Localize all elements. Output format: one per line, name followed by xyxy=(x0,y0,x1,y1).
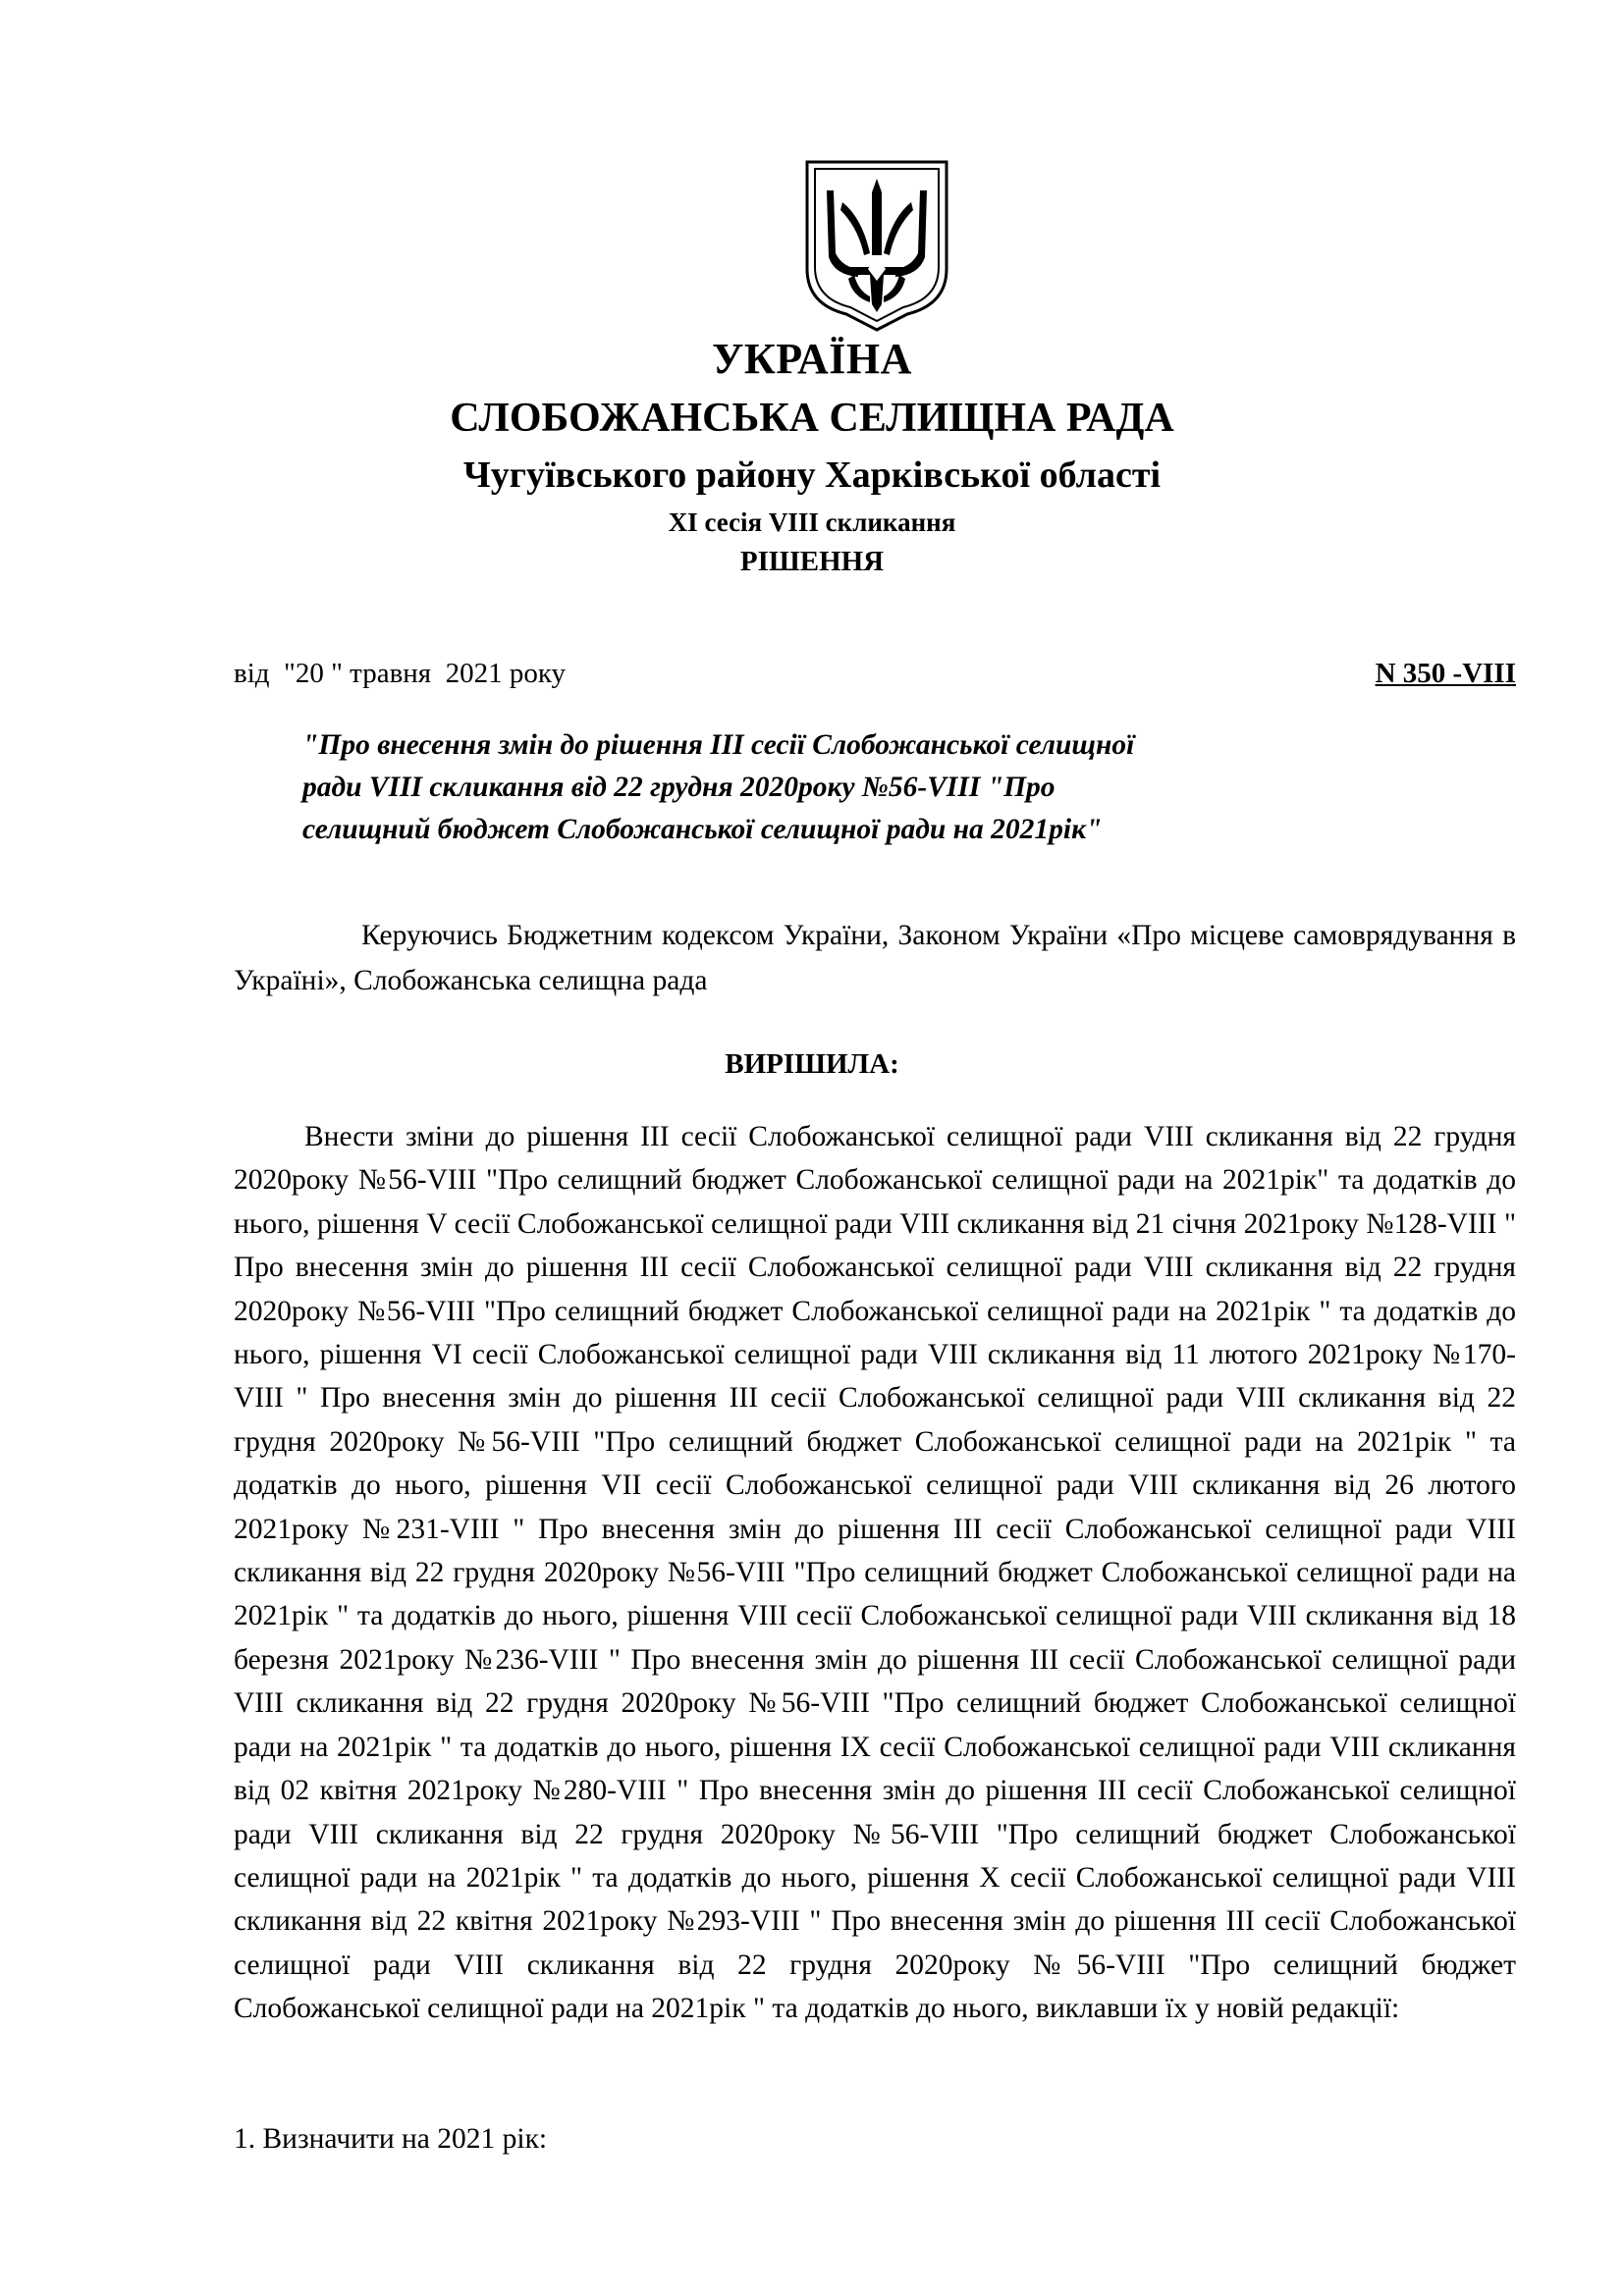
preamble-paragraph: Керуючись Бюджетним кодексом України, Законом України «Про місцеве самоврядування в Україні», Слобожанська селищна рада xyxy=(234,920,1516,996)
district-title: Чугуївського району Харківської області xyxy=(462,454,1162,496)
session-title: ХІ сесія VIII скликання xyxy=(668,507,956,537)
decision-date: від "20 " травня 2021 року xyxy=(234,658,567,689)
dateline xyxy=(234,658,1516,697)
decision-number: N 350 -VIII xyxy=(1375,658,1516,689)
resolved-heading: ВИРІШИЛА: xyxy=(725,1048,899,1080)
list-item: 1. Визначити на 2021 рік: xyxy=(234,2123,548,2155)
body-paragraph: Внести зміни до рішення ІІІ сесії Слобожанської селищної ради VІІІ скликання від 22 грудня 2020року №56-VІІІ "Про селищний бюджет Слобожанської селищної ради на 2021рік" та додатків до нього, рішення V сесії Слобожанської селищної ради VІІІ скликання від 21 січня 2021року №128-VІІІ " Про внесення змін до рішення ІІІ сесії Слобожанської селищної ради VІІІ скликання від 22 грудня 2020року №56-VІІІ "Про селищний бюджет Слобожанської селищної ради на 2021рік " та додатків до нього, рішення VІ сесії Слобожанської селищної ради VІІІ скликання від 11 лютого 2021року №170-VІІІ " Про внесення змін до рішення ІІІ сесії Слобожанської селищної ради VІІІ скликання від 22 грудня 2020року №56-VІІІ "Про селищний бюджет Слобожанської селищної ради на 2021рік " та додатків до нього, рішення VІІ сесії Слобожанської селищної ради VІІІ скликання від 26 лютого 2021року №231-VІІІ " Про внесення змін до рішення ІІІ сесії Слобожанської селищної ради VІІІ скликання від 22 грудня 2020року №56-VІІІ "Про селищний бюджет Слобожанської селищної ради на 2021рік " та додатків до нього, рішення VІІІ сесії Слобожанської селищної ради VІІІ скликання від 18 березня 2021року №236-VІІІ " Про внесення змін до рішення ІІІ сесії Слобожанської селищної ради VІІІ скликання від 22 грудня 2020року №56-VІІІ "Про селищний бюджет Слобожанської селищної ради на 2021рік " та додатків до нього, рішення ІХ сесії Слобожанської селищної ради VІІІ скликання від 02 квітня 2021року №280-VІІІ " Про внесення змін до рішення ІІІ сесії Слобожанської селищної ради VІІІ скликання від 22 грудня 2020року №56-VІІІ "Про селищний бюджет Слобожанської селищної ради на 2021рік " та додатків до нього, рішення Х сесії Слобожанської селищної ради VІІІ скликання від 22 квітня 2021року №293-VІІІ " Про внесення змін до рішення ІІІ сесії Слобожанської селищної ради VІІІ скликання від 22 грудня 2020року №56-VІІІ "Про селищний бюджет Слобожанської селищної ради на 2021рік " та додатків до нього, виклавши їх у новій редакції: xyxy=(234,1121,1516,2025)
country-title: УКРАЇНА xyxy=(712,335,912,383)
decision-subject: "Про внесення змін до рішення ІІІ сесії Слобожанської селищної ради VІІІ скликання від 22 грудня 2020року №56-VІІІ "Про селищний бюджет Слобожанської селищної ради на 2021рік" xyxy=(302,729,1135,845)
council-title: СЛОБОЖАНСЬКА СЕЛИЩНА РАДА xyxy=(450,396,1174,441)
trident-coat-of-arms-icon xyxy=(803,159,950,332)
decision-title: РІШЕННЯ xyxy=(739,546,885,577)
